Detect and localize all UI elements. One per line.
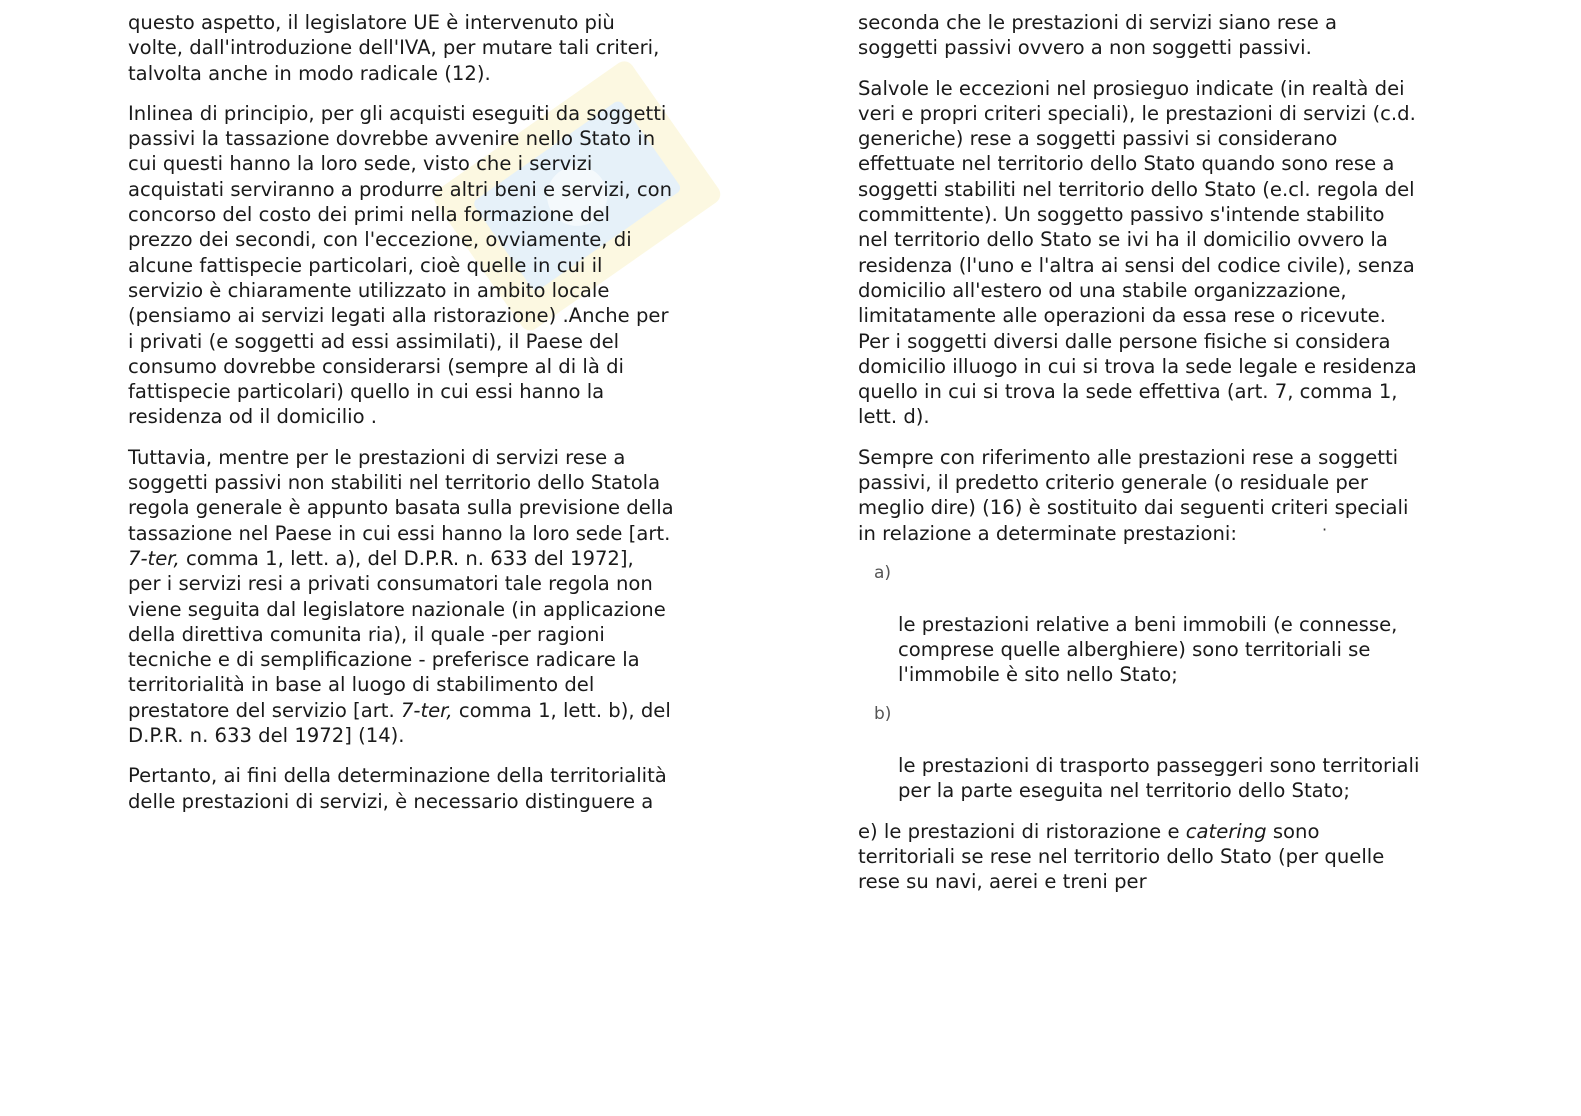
left-p3-text-c: comma 1, lett. b), del D.P.R. n. 633 del 1972] (14). [128, 698, 671, 748]
list-text-b: le prestazioni di trasporto passeggeri sono territoriali per la parte eseguita nel territorio dello Stato; [898, 754, 1420, 803]
left-p3-text-b: comma 1, lett. a), del D.P.R. n. 633 del 1972], per i servizi resi a privati consumatori tale regola non viene seguita dal legislatore nazionale (in applicazione della direttiva comunita ria), il quale -per ragioni tecniche e di semplificazione - preferisce radicare la territorialità in base al luogo di stabilimento del prestatore del servizio [art. [128, 546, 666, 722]
right-p4-italic: catering [1185, 819, 1267, 843]
left-paragraph-1: questo aspetto, il legislatore UE è intervenuto più volte, dall'introduzione dell'IVA, per mutare tali criteri, talvolta anche in modo radicale (12). [128, 11, 660, 85]
right-paragraph-4 [858, 819, 1458, 895]
left-p3-italic-1: 7-ter, [128, 546, 180, 570]
list-text-a: le prestazioni relative a beni immobili (e connesse, comprese quelle alberghiere) sono territoriali se l'immobile è sito nello Stato; [898, 612, 1398, 687]
stray-dot: · [1322, 520, 1328, 539]
right-p4-text-a: e) le prestazioni di ristorazione e [858, 819, 1186, 843]
list-item-b [858, 702, 1458, 803]
left-p3-italic-2: 7-ter, [400, 698, 453, 722]
left-p3-text-a: Tuttavia, mentre per le prestazioni di servizi rese a soggetti passivi non stabiliti nel territorio dello Statola regola generale è appunto basata sulla previsione della tassazione nel Paese in cui essi hanno la loro sede [art. [128, 445, 674, 545]
right-paragraph-3: Sempre con riferimento alle prestazioni rese a soggetti passivi, il predetto criterio generale (o residuale per meglio dire) (16) è sostituito dai seguenti criteri speciali in relazione a determinate prestazioni: [858, 445, 1409, 545]
left-column [128, 10, 703, 829]
right-column [858, 10, 1458, 910]
right-paragraph-2: Salvole le eccezioni nel prosieguo indicate (in realtà dei veri e propri criteri speciali), le prestazioni di servizi (c.d. generiche) rese a soggetti passivi si considerano effettuate nel territorio dello Stato quando sono rese a soggetti stabiliti nel territorio dello Stato (e.cl. regola del committente). Un soggetto passivo s'intende stabilito nel territorio dello Stato se ivi ha il domicilio ovvero la residenza (l'uno e l'altra ai sensi del codice civile), senza domicilio all'estero od una stabile organizzazione, limitatamente alle operazioni da essa rese o ricevute. Per i soggetti diversi dalle persone fisiche si considera domicilio illuogo in cui si trova la sede legale e residenza quello in cui si trova la sede effettiva (art. 7, comma 1, lett. d). [858, 76, 1417, 429]
left-paragraph-4: Pertanto, ai fini della determinazione della territorialità delle prestazioni di servizi, è necessario distinguere a [128, 764, 667, 813]
left-paragraph-2: Inlinea di principio, per gli acquisti eseguiti da soggetti passivi la tassazione dovrebbe avvenire nello Stato in cui questi hanno la loro sede, visto che i servizi acquistati serviranno a produrre altri beni e servizi, con concorso del costo dei primi nella formazione del prezzo dei secondi, con l'eccezione, ovviamente, di alcune fattispecie particolari, cioè quelle in cui il servizio è chiaramente utilizzato in ambito locale (pensiamo ai servizi legati alla ristorazione) .Anche per i privati (e soggetti ad essi assimilati), il Paese del consumo dovrebbe considerarsi (sempre al di là di fattispecie particolari) quello in cui essi hanno la residenza od il domicilio . [128, 101, 673, 429]
list-item-a [858, 561, 1458, 687]
right-p4-text-b: sono territoriali se rese nel territorio dello Stato (per quelle rese su navi, aerei e treni per [858, 819, 1385, 894]
list-marker-a: a) [874, 562, 892, 583]
left-paragraph-3 [128, 445, 703, 749]
list-marker-b: b) [874, 704, 892, 725]
right-paragraph-1: seconda che le prestazioni di servizi siano rese a soggetti passivi ovvero a non soggetti passivi. [858, 11, 1338, 60]
